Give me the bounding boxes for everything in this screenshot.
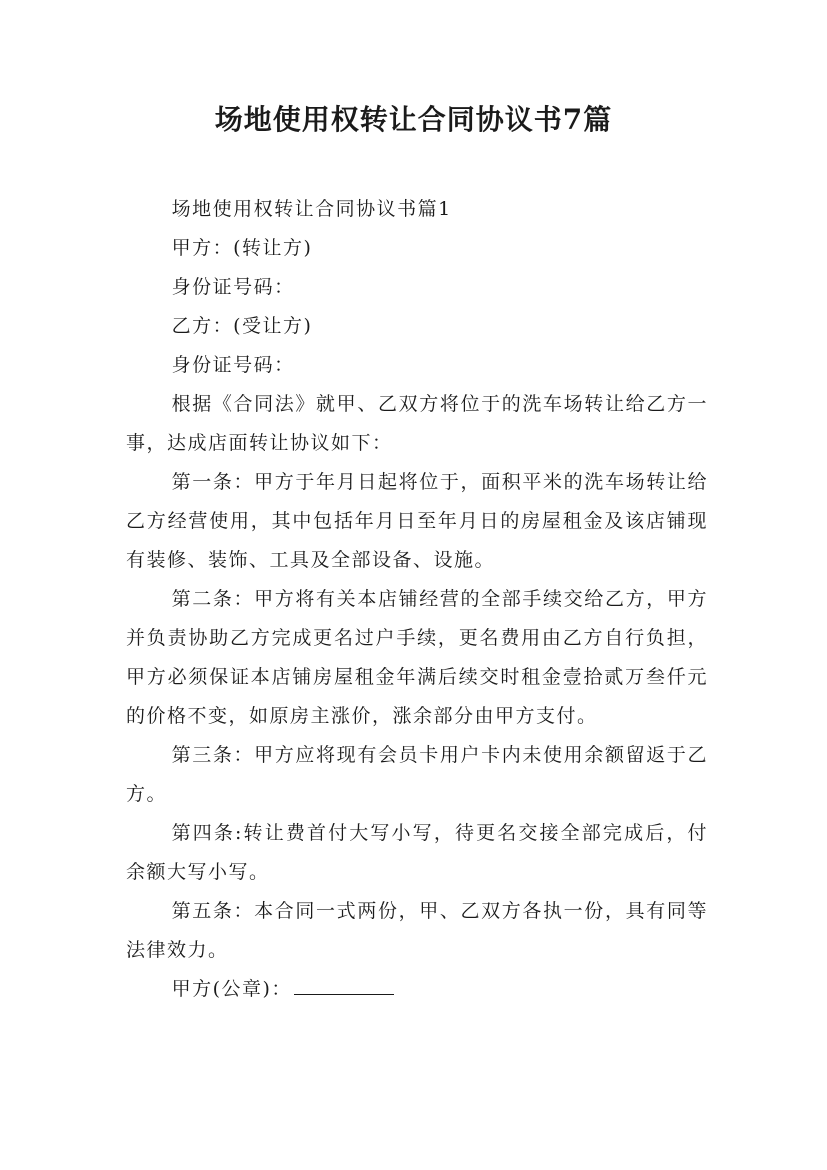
article-2-paragraph: 第二条：甲方将有关本店铺经营的全部手续交给乙方，甲方并负责协助乙方完成更名过户手续，更名费用由乙方自行负担，甲方必须保证本店铺房屋租金年满后续交时租金壹拾贰万叁仟元的价格不变，如原房主涨价，涨余部分由甲方支付。 <box>126 588 708 727</box>
party-a-line: 甲方：(转让方) <box>171 237 313 259</box>
article-3-paragraph: 第三条：甲方应将现有会员卡用户卡内未使用余额留返于乙方。 <box>126 744 708 805</box>
party-b-id-line: 身份证号码： <box>171 354 295 376</box>
document-title: 场地使用权转让合同协议书7篇 <box>214 103 613 136</box>
party-a-id-line: 身份证号码： <box>171 276 295 298</box>
section-heading: 场地使用权转让合同协议书篇1 <box>171 198 452 220</box>
article-1-paragraph: 第一条：甲方于年月日起将位于，面积平米的洗车场转让给乙方经营使用，其中包括年月日至年月日的房屋租金及该店铺现有装修、装饰、工具及全部设备、设施。 <box>126 471 708 571</box>
signature-blank-a <box>294 972 394 995</box>
signature-label-a: 甲方(公章)： <box>171 978 292 1000</box>
intro-paragraph: 根据《合同法》就甲、乙双方将位于的洗车场转让给乙方一事，达成店面转让协议如下： <box>126 393 708 454</box>
signature-line-a <box>126 970 708 1009</box>
document-body <box>126 190 708 1009</box>
article-4-paragraph: 第四条:转让费首付大写小写，待更名交接全部完成后，付余额大写小写。 <box>126 822 708 883</box>
article-5-paragraph: 第五条：本合同一式两份，甲、乙双方各执一份，具有同等法律效力。 <box>126 900 708 961</box>
party-b-line: 乙方：(受让方) <box>171 315 313 337</box>
